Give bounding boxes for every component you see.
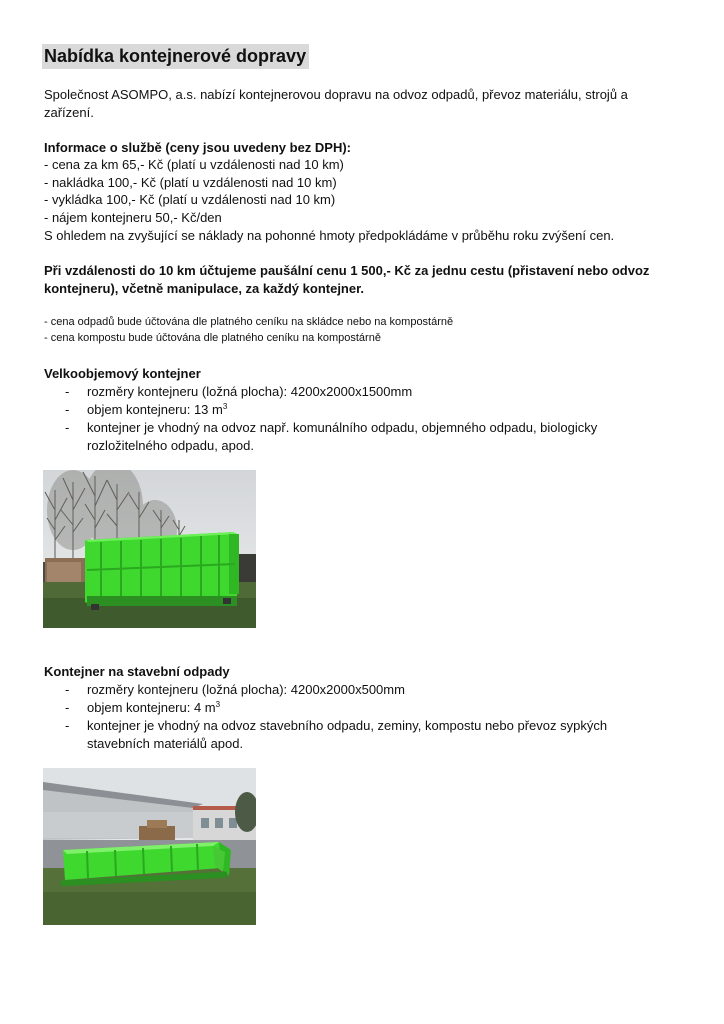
spec-volume: - objem kontejneru: 4 $m^3$: [65, 700, 221, 715]
service-info-heading: Informace o službě (ceny jsou uvedeny bez DPH):: [44, 140, 352, 155]
service-line: - nakládka 100,- Kč (platí u vzdálenosti nad 10 km): [44, 175, 337, 190]
service-line: - cena za km 65,- Kč (platí u vzdálenosti nad 10 km): [44, 157, 344, 172]
intro-paragraph: Společnost ASOMPO, a.s. nabízí kontejnerovou dopravu na odvoz odpadů, převoz materiálu, strojů a zařízení.: [44, 87, 628, 120]
spec-dimensions: - rozměry kontejneru (ložná plocha): 4200x2000x1500mm: [65, 384, 413, 399]
container-heading: Kontejner na stavební odpady: [44, 664, 230, 679]
spec-usage: - kontejner je vhodný na odvoz např. komunálního odpadu, objemného odpadu, biologicky rozložitelného odpadu, apod.: [65, 420, 598, 453]
spec-dimensions: - rozměry kontejneru (ložná plocha): 4200x2000x500mm: [65, 682, 405, 697]
large-green-container-photo: [43, 470, 256, 628]
small-note: - cena kompostu bude účtována dle platného ceníku na kompostárně: [44, 332, 381, 344]
container-heading: Velkoobjemový kontejner: [44, 366, 201, 381]
container-spec-list: [44, 383, 667, 455]
service-line: - nájem kontejneru 50,- Kč/den: [44, 210, 222, 225]
small-note: - cena odpadů bude účtována dle platného ceníku na skládce nebo na kompostárně: [44, 316, 454, 328]
flat-rate-paragraph: Při vzdálenosti do 10 km účtujeme paušální cenu 1 500,- Kč za jednu cestu (přistavení nebo odvoz kontejneru), včetně manipulace, za každý kontejner.: [44, 263, 650, 296]
price-increase-note: S ohledem na zvyšující se náklady na pohonné hmoty předpokládáme v průběhu roku zvýšení cen.: [44, 228, 615, 243]
low-green-container-photo: [43, 768, 256, 925]
spec-usage: - kontejner je vhodný na odvoz stavebního odpadu, zeminy, kompostu nebo převoz sypkých stavebních materiálů apod.: [65, 718, 608, 751]
service-line: - vykládka 100,- Kč (platí u vzdálenosti nad 10 km): [44, 192, 336, 207]
page-title: Nabídka kontejnerové dopravy: [42, 44, 309, 69]
spec-volume: - objem kontejneru: 13 $m^3$: [65, 402, 228, 417]
container-spec-list: [44, 681, 667, 753]
